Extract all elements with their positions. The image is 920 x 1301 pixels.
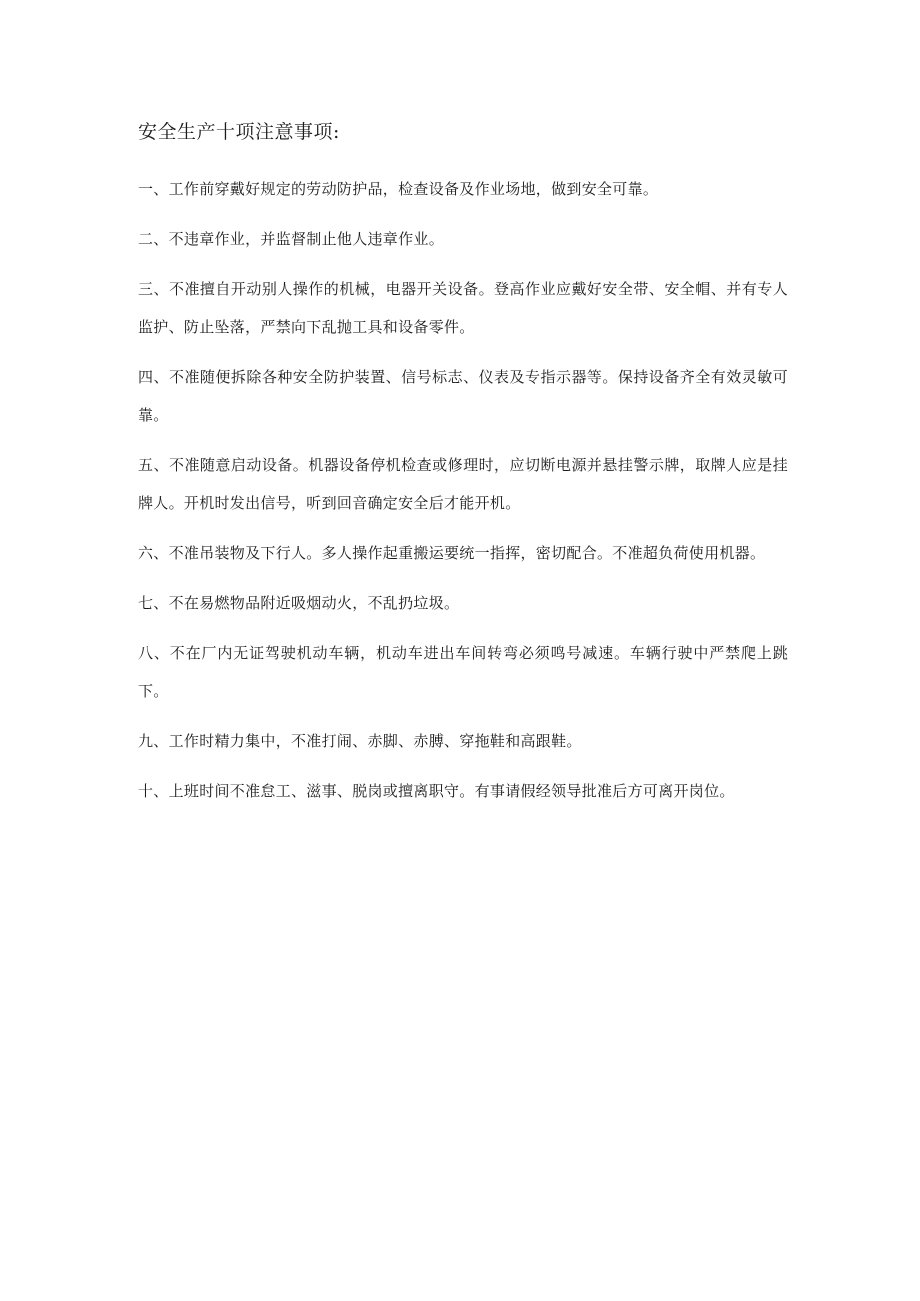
rule-item-5: 五、不准随意启动设备。机器设备停机检查或修理时，应切断电源并悬挂警示牌，取牌人应是挂牌人。开机时发出信号，听到回音确定安全后才能开机。 <box>138 456 788 512</box>
rule-item-9: 九、工作时精力集中，不准打闹、赤脚、赤膊、穿拖鞋和高跟鞋。 <box>138 732 582 750</box>
rule-item-8: 八、不在厂内无证驾驶机动车辆，机动车进出车间转弯必须鸣号减速。车辆行驶中严禁爬上跳下。 <box>138 644 788 700</box>
document-title: 安全生产十项注意事项: <box>138 121 340 143</box>
rule-item-6: 六、不准吊装物及下行人。多人操作起重搬运要统一指挥，密切配合。不准超负荷使用机器。 <box>138 544 766 562</box>
rule-item-7: 七、不在易燃物品附近吸烟动火，不乱扔垃圾。 <box>138 594 460 612</box>
rule-item-4: 四、不准随便拆除各种安全防护装置、信号标志、仪表及专指示器等。保持设备齐全有效灵敏可靠。 <box>138 368 788 424</box>
document-content <box>138 118 788 822</box>
rule-item-10: 十、上班时间不准怠工、滋事、脱岗或擅离职守。有事请假经领导批准后方可离开岗位。 <box>138 782 735 800</box>
rule-item-3: 三、不准擅自开动别人操作的机械，电器开关设备。登高作业应戴好安全带、安全帽、并有专人监护、防止坠落，严禁向下乱抛工具和设备零件。 <box>138 280 788 336</box>
rule-item-2: 二、不违章作业，并监督制止他人违章作业。 <box>138 230 445 248</box>
rule-item-1: 一、工作前穿戴好规定的劳动防护品，检查设备及作业场地，做到安全可靠。 <box>138 180 659 198</box>
